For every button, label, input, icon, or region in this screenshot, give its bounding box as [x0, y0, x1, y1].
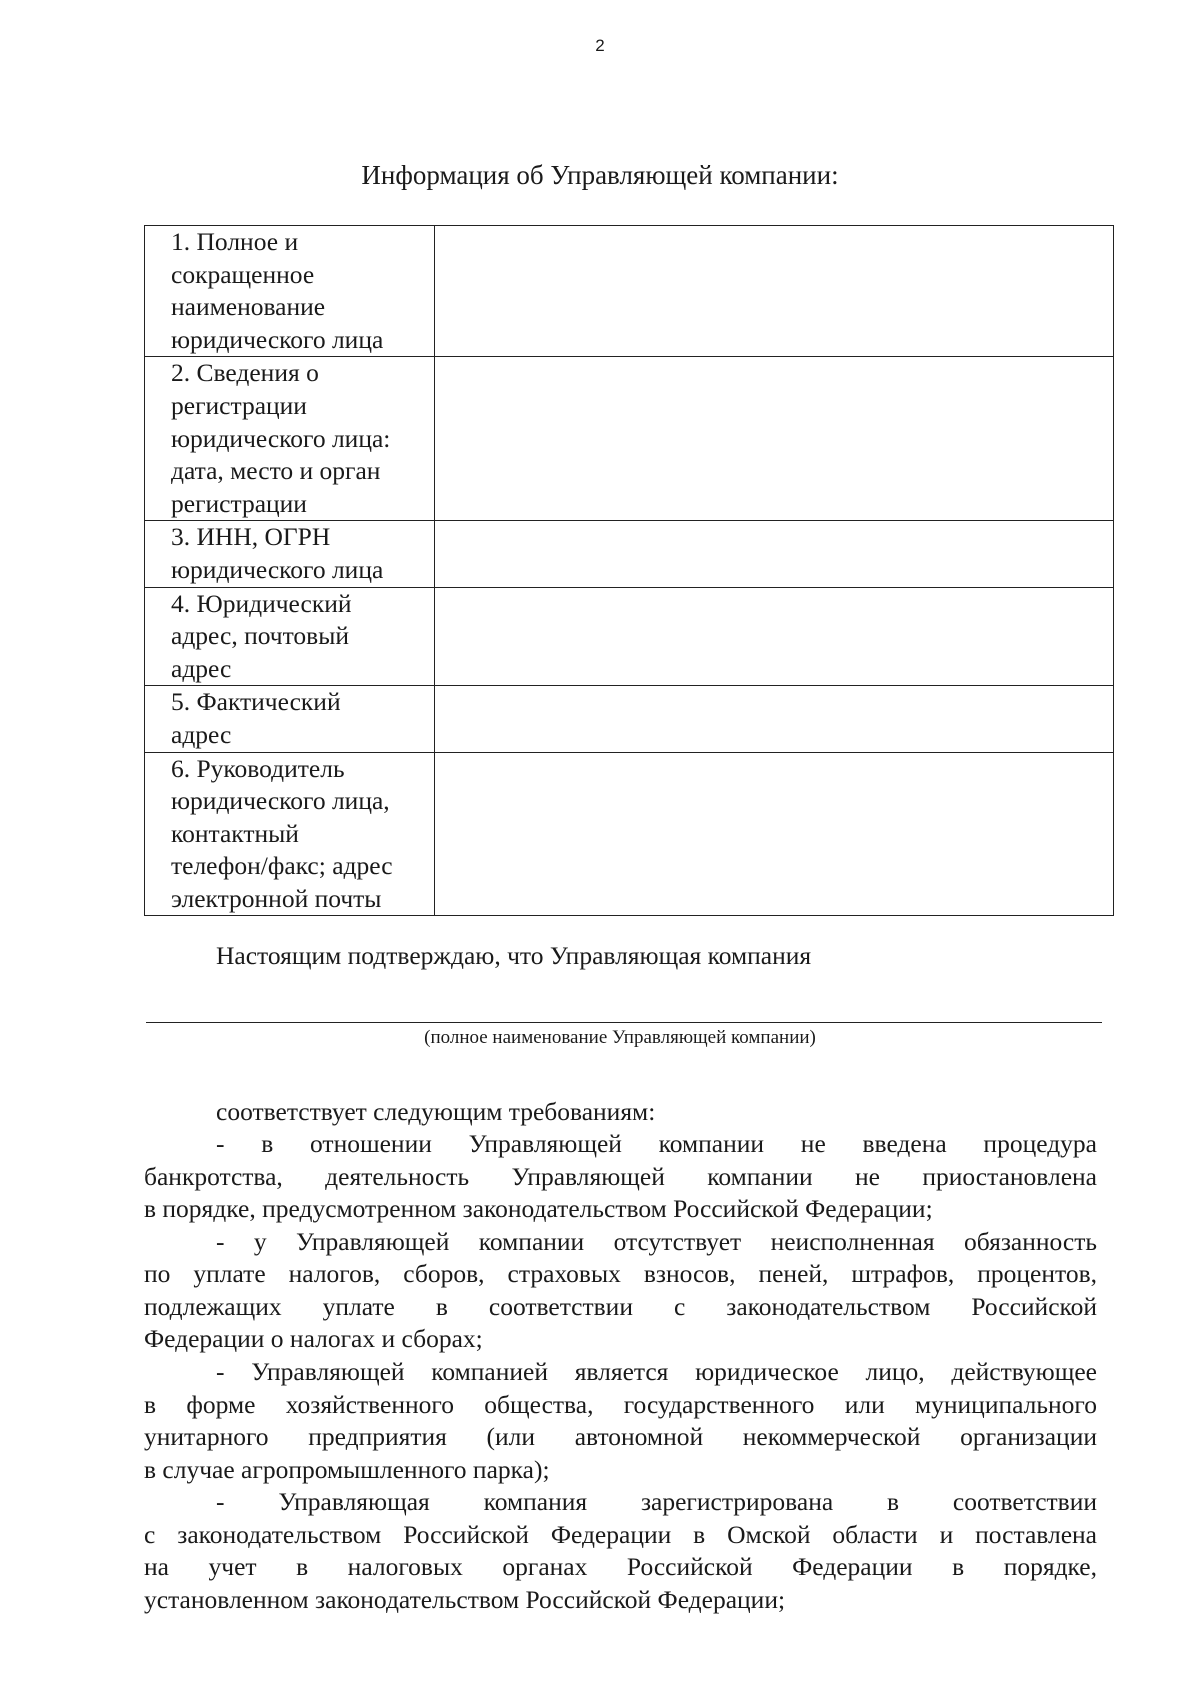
row-label-line: сокращенное — [171, 259, 315, 289]
row-value-cell[interactable] — [435, 226, 1114, 357]
requirement-line: в форме хозяйственного общества, государственного или муниципального — [144, 1390, 1097, 1419]
row-label-line: электронной почты — [171, 883, 382, 913]
row-label-line: 1. Полное и — [171, 227, 299, 256]
requirement-line: на учет в налоговых органах Российской Федерации в порядке, — [144, 1552, 1097, 1581]
requirement-line: в случае агропромышленного парка); — [144, 1455, 550, 1484]
row-label-line: 3. ИНН, ОГРН — [171, 522, 331, 552]
requirement-line: по уплате налогов, сборов, страховых взносов, пеней, штрафов, процентов, — [144, 1259, 1097, 1288]
requirement-line: установленном законодательством Российской Федерации; — [144, 1585, 786, 1614]
requirement-line: с законодательством Российской Федерации в Омской области и поставлена — [144, 1520, 1097, 1549]
table-row — [145, 226, 1114, 357]
row-label-line: 5. Фактический — [171, 687, 341, 717]
page-title: Информация об Управляющей компании: — [361, 160, 839, 190]
row-label-line: регистрации — [171, 488, 307, 518]
row-label-line: адрес, почтовый — [171, 621, 350, 651]
row-value-cell[interactable] — [435, 587, 1114, 686]
page-number: 2 — [595, 36, 605, 55]
row-label-cell — [145, 226, 435, 357]
row-label-line: дата, место и орган — [171, 456, 381, 486]
table-row — [145, 521, 1114, 587]
row-label-cell — [145, 521, 435, 587]
row-label-line: телефон/факс; адрес — [171, 851, 393, 881]
row-value-cell[interactable] — [435, 686, 1114, 752]
row-label-line: адрес — [171, 653, 232, 683]
requirement-line: - у Управляющей компании отсутствует неисполненная обязанность — [216, 1227, 1097, 1256]
row-label-line: 4. Юридический — [171, 588, 352, 618]
table-row — [145, 357, 1114, 521]
requirement-line: в порядке, предусмотренном законодательством Российской Федерации; — [144, 1194, 933, 1223]
row-label-line: 2. Сведения о — [171, 358, 319, 388]
row-label-cell — [145, 587, 435, 686]
row-label-line: контактный — [171, 818, 299, 848]
row-label-cell — [145, 686, 435, 752]
row-value-cell[interactable] — [435, 521, 1114, 587]
row-label-line: регистрации — [171, 390, 307, 420]
table-row — [145, 752, 1114, 916]
requirement-line: подлежащих уплате в соответствии с законодательством Российской — [144, 1292, 1097, 1321]
row-label-line: юридического лица, — [171, 786, 390, 816]
confirm-text: Настоящим подтверждаю, что Управляющая компания — [216, 941, 812, 970]
requirement-line: - Управляющей компанией является юридическое лицо, действующее — [216, 1357, 1097, 1386]
requirement-line: банкротства, деятельность Управляющей компании не приостановлена — [144, 1162, 1097, 1191]
row-label-line: адрес — [171, 719, 232, 749]
row-value-cell[interactable] — [435, 357, 1114, 521]
row-label-cell — [145, 752, 435, 916]
requirement-line: Федерации о налогах и сборах; — [144, 1324, 483, 1353]
requirement-line: - в отношении Управляющей компании не введена процедура — [216, 1129, 1097, 1158]
row-label-line: юридического лица: — [171, 423, 391, 453]
row-label-line: юридического лица — [171, 324, 384, 354]
company-info-table — [144, 225, 1114, 916]
row-label-line: наименование — [171, 292, 326, 322]
row-label-cell — [145, 357, 435, 521]
requirement-line: унитарного предприятия (или автономной некоммерческой организации — [144, 1422, 1097, 1451]
table-row — [145, 686, 1114, 752]
requirement-line: - Управляющая компания зарегистрирована в соответствии — [216, 1487, 1097, 1516]
company-name-fill-line[interactable] — [146, 1022, 1102, 1023]
row-label-line: 6. Руководитель — [171, 753, 345, 783]
requirements-intro: соответствует следующим требованиям: — [216, 1097, 656, 1126]
table-row — [145, 587, 1114, 686]
row-value-cell[interactable] — [435, 752, 1114, 916]
row-label-line: юридического лица — [171, 554, 384, 584]
fill-line-caption: (полное наименование Управляющей компании) — [424, 1027, 816, 1048]
